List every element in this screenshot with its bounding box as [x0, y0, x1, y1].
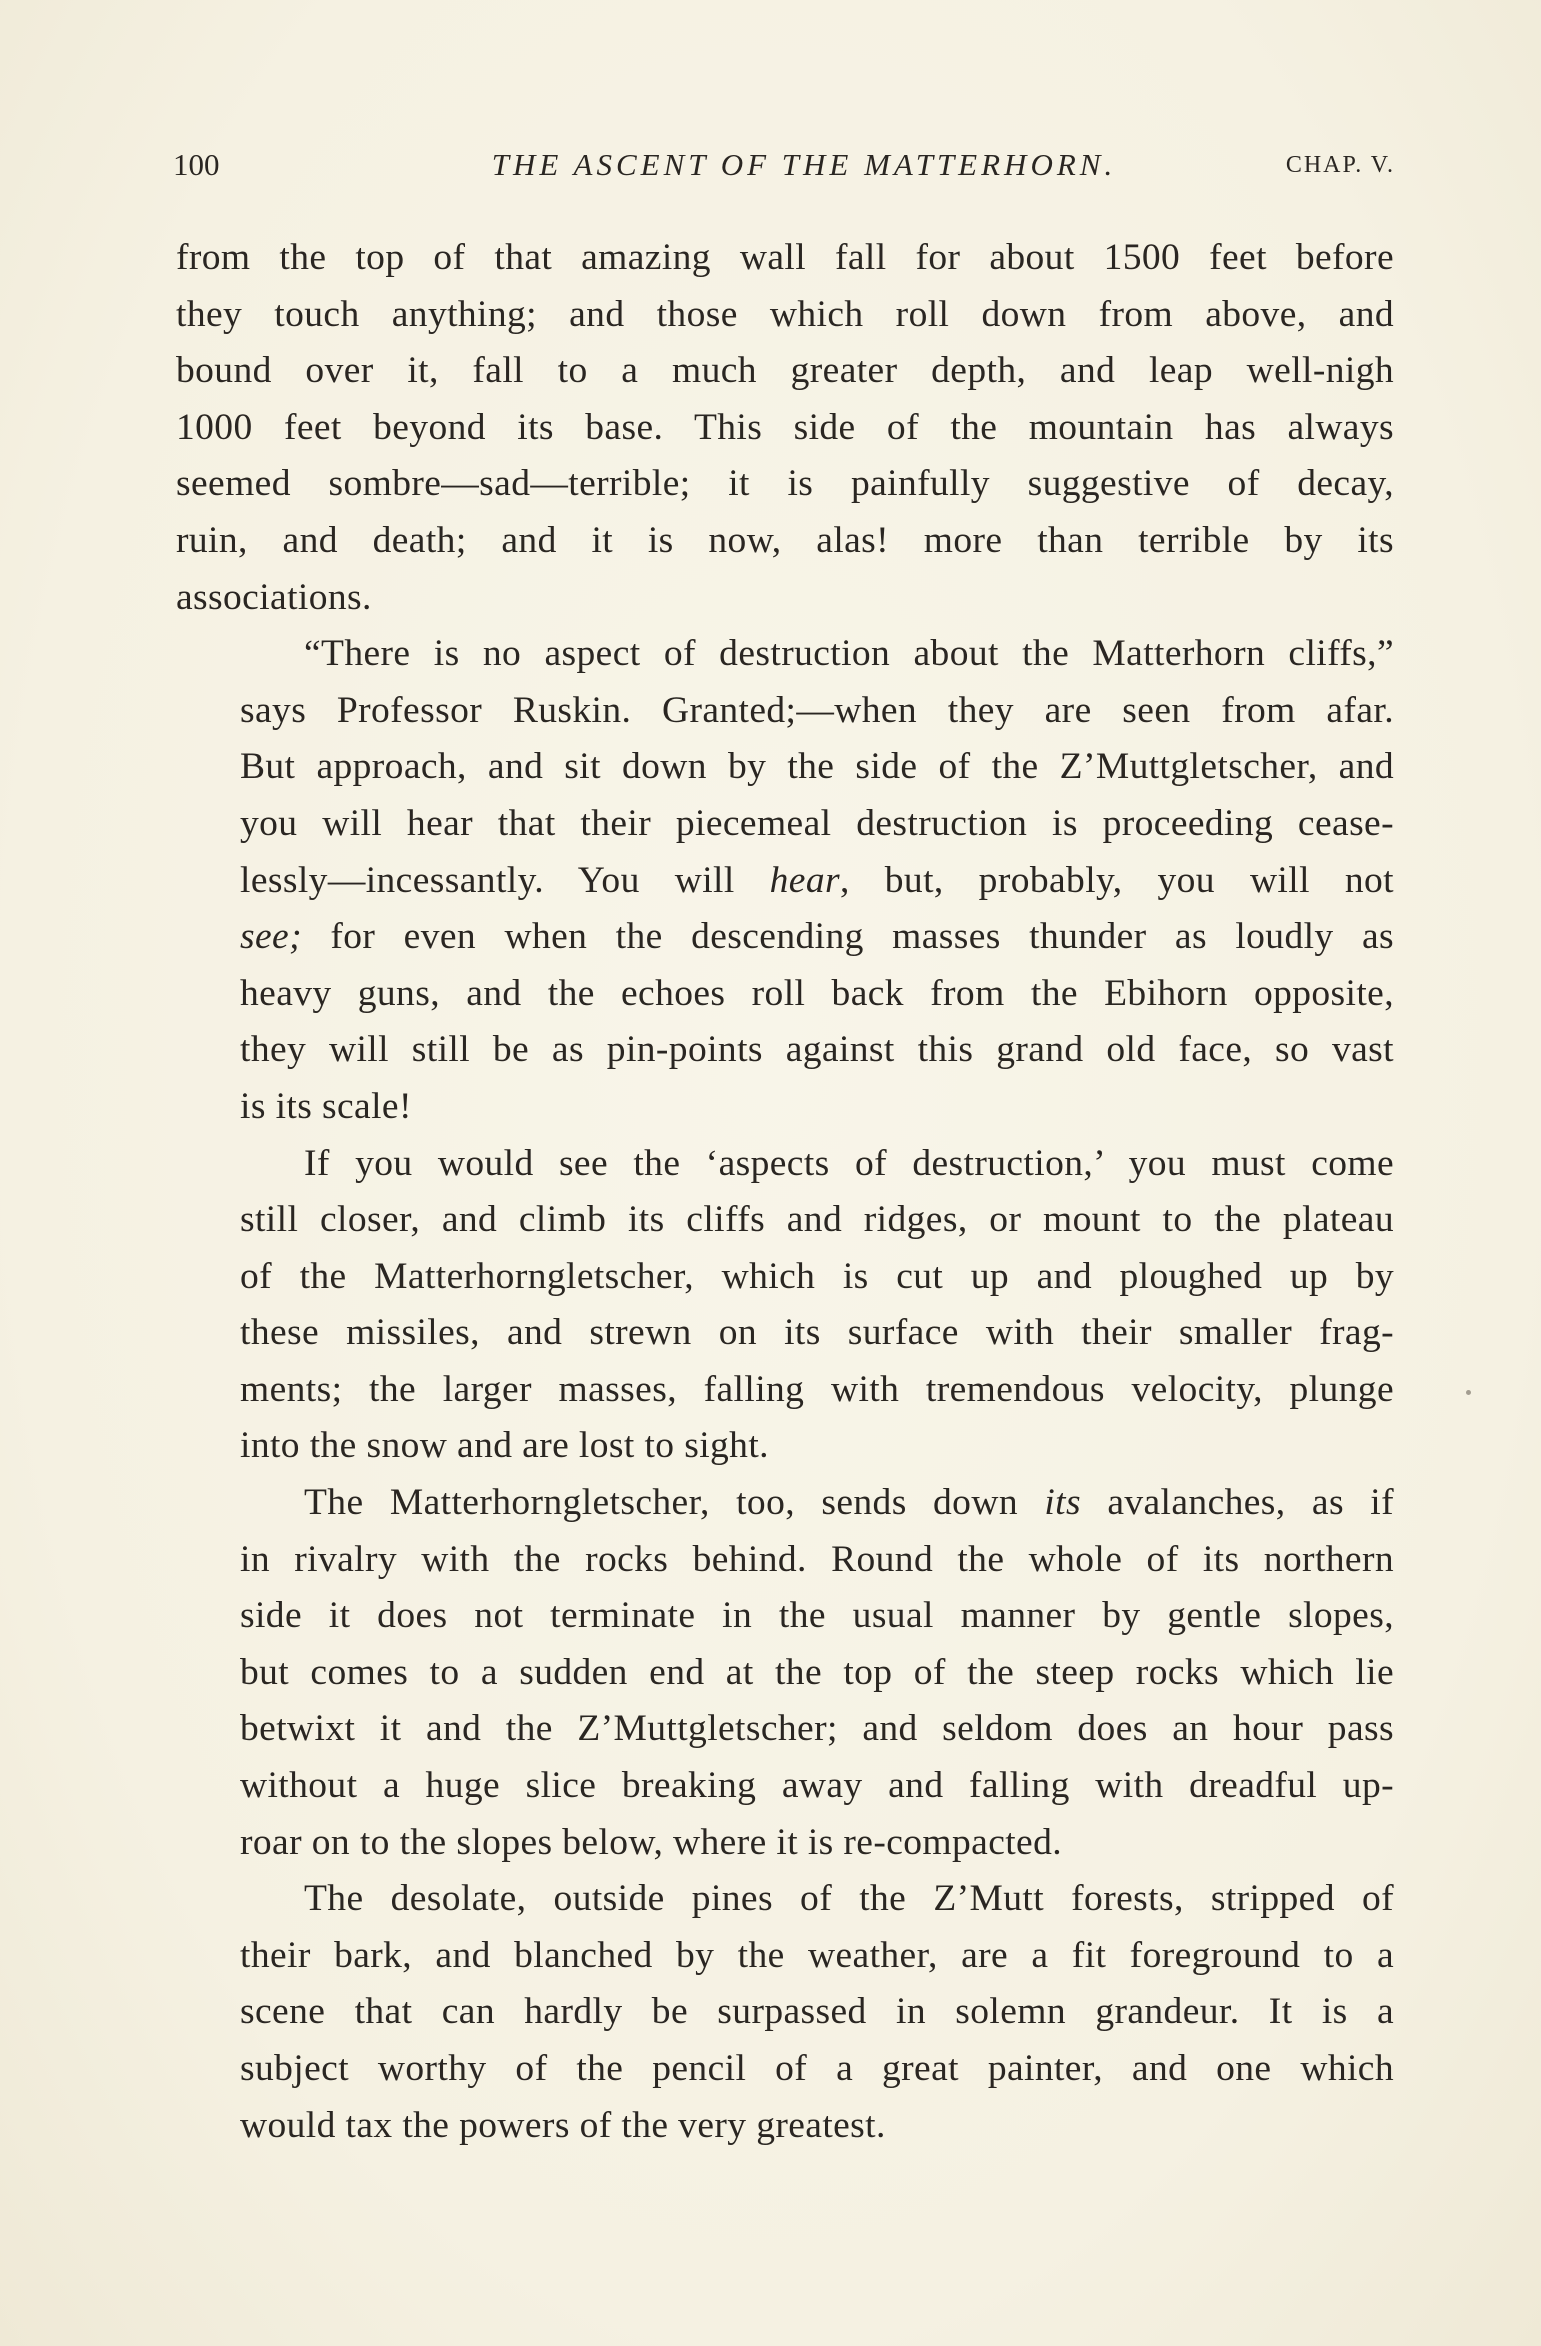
text-line: “There is no aspect of destruction about the Matterhorn cliffs,”	[304, 633, 1394, 675]
text-line: their bark, and blanched by the weather, are a fit foreground to a	[240, 1934, 1394, 1976]
text-line: heavy guns, and the echoes roll back from the Ebihorn opposite,	[240, 972, 1394, 1014]
page-number: 100	[173, 147, 220, 182]
text-run: avalanches, as if	[1080, 1482, 1394, 1524]
text-line: subject worthy of the pencil of a great painter, and one which	[240, 2048, 1394, 2089]
text-line: ments; the larger masses, falling with tremendous velocity, plunge	[240, 1368, 1394, 1410]
text-line: side it does not terminate in the usual manner by gentle slopes,	[240, 1595, 1394, 1637]
text-line: you will hear that their piecemeal destruction is proceeding cease-	[240, 802, 1394, 844]
paragraph-4	[176, 1475, 1394, 1871]
text-line: says Professor Ruskin. Granted;—when they are seen from afar.	[240, 689, 1394, 731]
text-line: 1000 feet beyond its base. This side of the mountain has always	[176, 406, 1394, 448]
text-line-with-emphasis	[176, 853, 1394, 910]
body-text	[176, 230, 1394, 2154]
text-line: roar on to the slopes below, where it is re-compacted.	[240, 1821, 1063, 1863]
text-line-with-emphasis	[176, 1475, 1394, 1532]
text-line: into the snow and are lost to sight.	[240, 1425, 769, 1467]
text-line: of the Matterhorngletscher, which is cut up and ploughed up by	[240, 1255, 1394, 1297]
text-line: these missiles, and strewn on its surface with their smaller frag-	[240, 1312, 1394, 1354]
text-run: , but, probably, you will not	[840, 859, 1394, 901]
text-line: betwixt it and the Z’Muttgletscher; and seldom does an hour pass	[240, 1708, 1394, 1750]
paragraph-2	[176, 626, 1394, 1135]
text-line: but comes to a sudden end at the top of the steep rocks which lie	[240, 1651, 1394, 1693]
text-run: for even when the descending masses thunder as loudly as	[301, 916, 1394, 958]
paragraph-3	[176, 1136, 1394, 1476]
text-line: from the top of that amazing wall fall for about 1500 feet before	[176, 237, 1394, 278]
text-line: bound over it, fall to a much greater depth, and leap well-nigh	[176, 350, 1394, 392]
text-line: without a huge slice breaking away and falling with dreadful up-	[240, 1765, 1394, 1807]
text-run: lessly—incessantly. You will	[240, 859, 770, 901]
text-line: If you would see the ‘aspects of destruction,’ you must come	[304, 1142, 1394, 1184]
text-line: But approach, and sit down by the side of the Z’Muttgletscher, and	[240, 746, 1394, 788]
text-line: they will still be as pin-points against this grand old face, so vast	[240, 1029, 1394, 1071]
margin-speck	[1466, 1390, 1471, 1395]
emphasis-see: see;	[240, 916, 302, 958]
emphasis-hear: hear	[769, 859, 840, 901]
paragraph-5	[176, 1871, 1394, 2154]
text-line: scene that can hardly be surpassed in solemn grandeur. It is a	[240, 1991, 1394, 2033]
text-line: they touch anything; and those which roll down from above, and	[176, 293, 1394, 335]
chapter-label: CHAP. V.	[1285, 152, 1395, 178]
emphasis-its: its	[1044, 1482, 1081, 1524]
text-line: is its scale!	[240, 1085, 412, 1127]
text-line: seemed sombre—sad—terrible; it is painfully suggestive of decay,	[176, 463, 1394, 505]
text-line: associations.	[176, 576, 372, 618]
running-title: THE ASCENT OF THE MATTERHORN.	[491, 147, 1117, 182]
paragraph-1	[176, 230, 1394, 626]
text-line-with-emphasis	[176, 909, 1394, 966]
text-line: The desolate, outside pines of the Z’Mutt forests, stripped of	[304, 1878, 1394, 1920]
running-head	[173, 143, 1395, 187]
text-line: would tax the powers of the very greatest.	[240, 2104, 886, 2146]
text-run: The Matterhorngletscher, too, sends down	[304, 1482, 1045, 1524]
text-line: in rivalry with the rocks behind. Round the whole of its northern	[240, 1538, 1394, 1580]
text-line: still closer, and climb its cliffs and ridges, or mount to the plateau	[240, 1199, 1394, 1241]
text-line: ruin, and death; and it is now, alas! more than terrible by its	[176, 519, 1394, 561]
